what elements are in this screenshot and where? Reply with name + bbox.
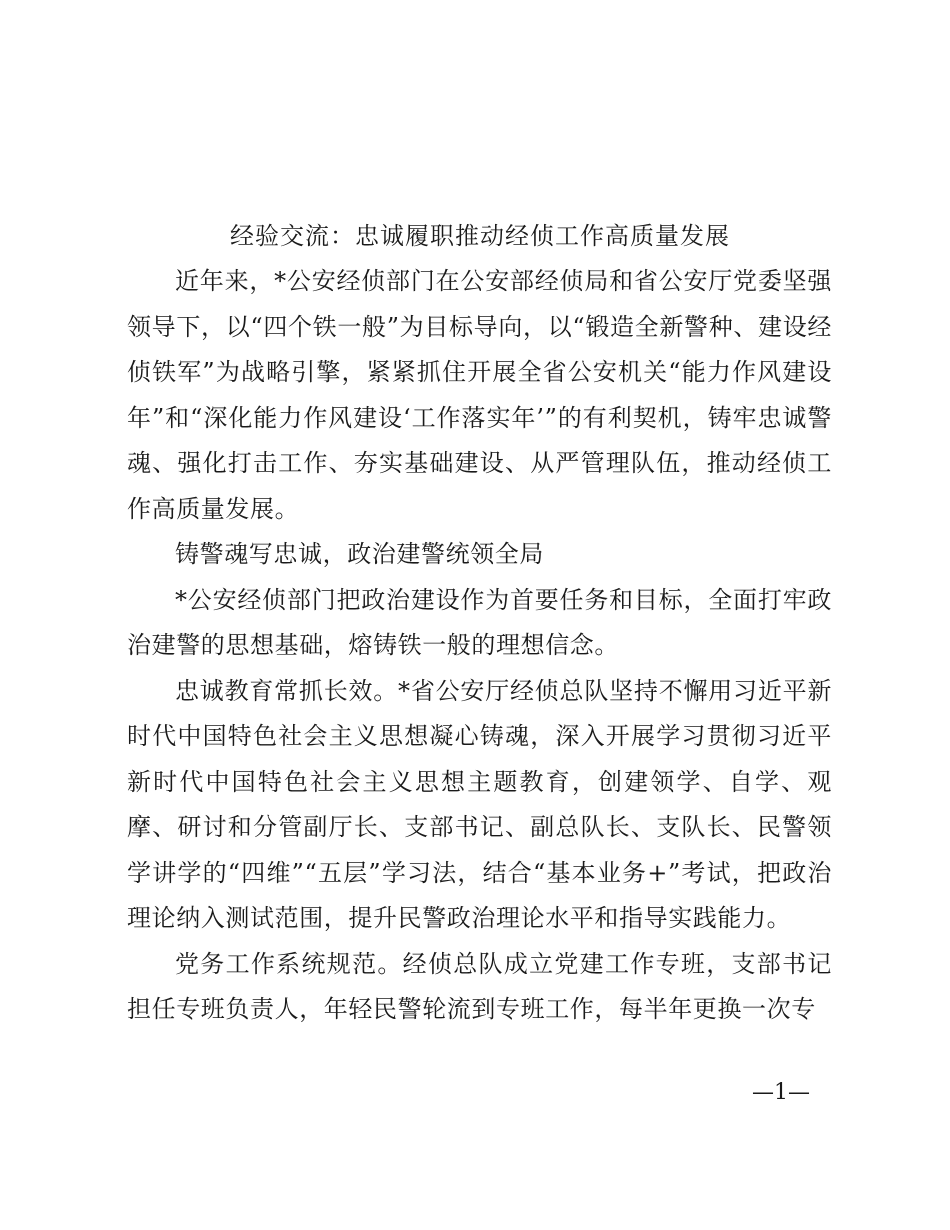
paragraph-political-building: *公安经侦部门把政治建设作为首要任务和目标，全面打牢政治建警的思想基础，熔铸铁一般的理想信念。 <box>127 585 832 659</box>
page-number: —1— <box>752 1080 810 1105</box>
paragraph-intro: 近年来，*公安经侦部门在公安部经侦局和省公安厅党委坚强领导下，以“四个铁一般”为目标导向，以“锻造全新警种、建设经侦铁军”为战略引擎，紧紧抓住开展全省公安机关“能力作风建设年”和“深化能力作风建设‘工作落实年’”的有利契机，铸牢忠诚警魂、强化打击工作、夯实基础建设、从严管理队伍，推动经侦工作高质量发展。 <box>127 267 832 523</box>
section-heading: 铸警魂写忠诚，政治建警统领全局 <box>175 540 544 568</box>
paragraph-loyalty-education: 忠诚教育常抓长效。*省公安厅经侦总队坚持不懈用习近平新时代中国特色社会主义思想凝心铸魂，深入开展学习贯彻习近平新时代中国特色社会主义思想主题教育，创建领学、自学、观摩、研讨和分管副厅长、支部书记、副总队长、支队长、民警领学讲学的“四维”“五层”学习法，结合“基本业务+”考试，把政治理论纳入测试范围，提升民警政治理论水平和指导实践能力。 <box>127 676 832 932</box>
paragraph-party-affairs: 党务工作系统规范。经侦总队成立党建工作专班，支部书记担任专班负责人，年轻民警轮流到专班工作，每半年更换一次专 <box>127 949 832 1023</box>
document-body <box>127 259 832 1033</box>
document-title: 经验交流：忠诚履职推动经侦工作高质量发展 <box>230 222 730 250</box>
